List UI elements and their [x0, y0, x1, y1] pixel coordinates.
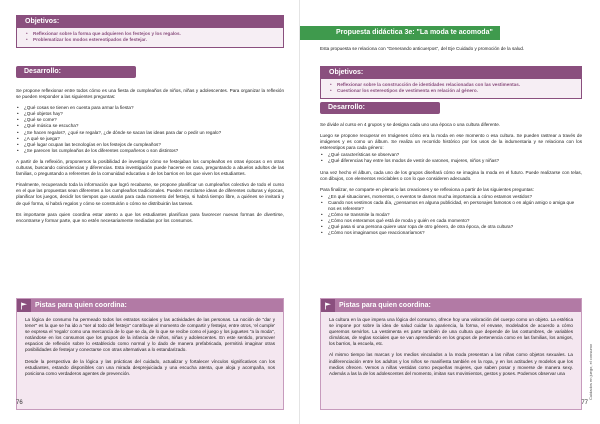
paragraph: Se divide al curso en 4 grupos y se designa cada uno una época o una cultura diferente. [320, 122, 501, 127]
tips-title: Pistas para quien coordina: [35, 302, 127, 309]
question-item: • ¿Qué se come? [16, 117, 284, 123]
questions-list [16, 105, 284, 154]
question-item: • ¿Qué lugar ocupan las tecnologías en los festejos de cumpleaños? [16, 142, 284, 148]
tips-body [17, 312, 283, 386]
flag-icon [321, 299, 335, 312]
right-body-text [320, 122, 582, 237]
question-item: • ¿Se hacen regalos?, ¿qué se regala?, ¿de dónde se sacan las ideas para dar o pedir un regalo? [16, 130, 284, 136]
question-item: • ¿Qué características se observan? [320, 152, 582, 158]
tips-body [321, 312, 581, 386]
paragraph: Una vez hecho el álbum, cada uno de los grupos diseñará cómo se imagina la moda en el futuro. Puede realizarse con telas, con dibujos, con elementos reciclables o con lo que consideren adecuado. [320, 169, 582, 181]
question-item: • ¿Qué música se escucha? [16, 123, 284, 129]
question-item: • ¿Qué cosas se tienen en cuenta para armar la fiesta? [16, 105, 284, 111]
objectives-list [17, 28, 283, 47]
tips-paragraph: La lógica de consumo ha permeado todos los estratos sociales y las actividades de las personas. La noción de ''dar y tener'' es la que se ha ido a ''ser al todo del festejo'' contribuye al momento de compartir y festejar, entre otros, 'el cumple' se expresa el 'regalo' como una mercancía de lo que se da, de lo que se recibe como el juego y los juguetes ''a la moda'', notándose en los consumos que los grupos de la infancia de niños, niñas y adolescentes. En este sentido, promover espacios de reflexión sobre lo establecido como normal y lo dado de manera prefabricada, permitirá imaginar otras posibilidades de festejar y conectarse con otras alternativas a lo estandarizado. [25, 317, 275, 353]
side-label-text: Cuidados en juego, el consumo [588, 343, 593, 400]
objective-item: • Reflexionar sobre la construcción de identidades relacionadas con las vestimentas. [329, 82, 573, 88]
tips-title: Pistas para quien coordina: [339, 302, 431, 309]
tips-box [320, 298, 582, 410]
objectives-box [16, 15, 284, 48]
question-item: • ¿Se parecen los cumpleaños de los diferentes compañeros o son distintos? [16, 148, 284, 154]
tips-box [16, 298, 284, 410]
question-item: • ¿Qué objetos hay? [16, 111, 284, 117]
intro-paragraph: Esta propuesta se relaciona con "Generando anticuerpos", del Eje Cuidado y promoción de la salud. [320, 46, 525, 51]
tips-paragraph: La cultura en la que impera una lógica del consumo, ofrece hoy una valoración del cuerpo como un objeto. La estética se impone por sobre la idea de salud cuidar la apariencia, la forma, el envase, modelados de acuerdo a cómo queremos servirlos. La vestimenta es parte también de una cultura que depende de las costumbres, de variables climáticas, de reglas sociales que se van aprendiendo en los grupos de pertenencia como en las familias, los amigos, los barrios, la escuela, etc. [329, 317, 573, 347]
page-number: 76 [16, 400, 23, 406]
objectives-title: Objetivos: [321, 67, 581, 79]
flag-icon [17, 299, 31, 312]
side-running-label [588, 290, 596, 400]
question-item: • ¿Cómo nos enteramos qué está de moda y quién en cada momento? [320, 218, 582, 224]
question-item: • ¿Cómo se transmite la moda? [320, 212, 582, 218]
objectives-box [320, 66, 582, 99]
question-item: • ¿Qué diferencias hay entre los modos de vestir de varones, mujeres, niños y niñas? [320, 158, 582, 164]
left-body-text [16, 88, 284, 229]
objective-item: • Cuestionar los estereotipos de vestimenta en relación al género. [329, 88, 573, 94]
tips-header [17, 299, 283, 312]
objectives-list [321, 79, 581, 98]
objectives-title: Objetivos: [17, 16, 283, 28]
question-item: • ¿Qué pasa si una persona quiere usar ropa de otro género, de otra época, de otra cultura? [320, 224, 582, 230]
objective-item: • Problematizar los modos estereotipados de festejar. [25, 37, 275, 43]
questions-list [320, 194, 582, 237]
tips-paragraph: Al mismo tiempo las marcas y los medios vinculados a la moda presentan a las niñas como objetos sexuales. La indiferenciación entre los adultos y los niños se manifiesta también en la ropa, y en los actitudes y modelos que los medios ofrecen. Vemos a niñas vestidas como pequeñas mujeres, que saben posar y moverse de manera sexy. Además a las la de los adolescentes del momento, imitan sus movimientos, gestos y poses. Podemos observar una [329, 352, 573, 376]
question-item: • ¿A qué se juega? [16, 136, 284, 142]
right-page [300, 0, 600, 424]
paragraph: Para finalizar, se comparte en plenario las creaciones y se reflexiona a partir de las siguientes preguntas: [320, 186, 534, 192]
paragraph: Finalmente, recuperando toda la información que logró recabarse, se propone planificar un cumpleaños colectivo de todo el curso en el que las propuestas sean diferentes a los cumpleaños tradicionales. Pueden mezclarse ideas de diferentes culturas y épocas, planificar los juegos, decidir los tiempos que usarán para cada momento del festejo, si habrá tiempo libre, a quiénes se invitará y de qué forma, si habrá regalos y cómo se construirán o cómo se distribuirán las tareas. [16, 182, 284, 206]
paragraph: Luego se propone recuperar en Imágenes cómo era la moda en ese momento o esa cultura. Se pueden rastrear a través de imágenes y es como un álbum. Se realiza un recorrido histórico por los usos de la indumentaria y se relaciona con los estereotipos para cada género: [320, 133, 582, 151]
paragraph: Es importante para quien coordina estar atento a que los estudiantes planifican para favorecer nuevas formas de divertirse, encontrarse y formar parte, que no estén necesariamente mediadas por los consumos. [16, 211, 284, 223]
question-item: • ¿Cómo nos imaginamos que reaccionaríamos? [320, 230, 582, 236]
tips-paragraph: Desde la perspectiva de la lógica y las prácticas del cuidado, actualizar y fortalecer vínculos significativos con los estudiantes, estando disponibles con una mirada desprejuiciada y una escucha atenta, que aloja y acompaña, nos posiciona como verdaderos agentes de prevención. [25, 358, 275, 376]
intro-paragraph: Se propone reflexionar entre todos cómo es una fiesta de cumpleaños de niños, niñas y adolescentes. Para organizar la reflexión se pueden responder a las siguientes preguntas: [16, 88, 284, 100]
paragraph: A partir de la reflexión, proponemos la posibilidad de investigar cómo se festejaban los cumpleaños en otras épocas o en otras culturas, buscando coincidencias y diferencias. Esta investigación puede hacerse en casa, preguntando a abuelos adultos de las familias, o preguntando a referentes de la comunidad educativa o de los barrios en los que viven los estudiantes. [16, 158, 284, 177]
question-item: • Cuando nos vestimos cada día, ¿pensamos en alguna publicidad, en personajes famosos o en algún amigo o amiga que nos es referente? [320, 200, 582, 212]
proposal-header: Propuesta didáctica 3e: "La moda te acomoda" [300, 26, 500, 40]
question-item: • ¿En qué situaciones, momentos, o eventos te damos mucha importancia a cómo estamos vestidos? [320, 194, 582, 200]
page-number: 77 [581, 400, 588, 406]
development-section [320, 102, 582, 120]
objective-item: • Reflexionar sobre la forma que adquieren los festejos y los regalos. [25, 31, 275, 37]
tips-header [321, 299, 581, 312]
right-intro [320, 46, 582, 57]
development-section [16, 66, 284, 84]
development-title: Desarrollo: [320, 102, 440, 114]
questions-list [320, 152, 582, 164]
development-title: Desarrollo: [16, 66, 136, 78]
